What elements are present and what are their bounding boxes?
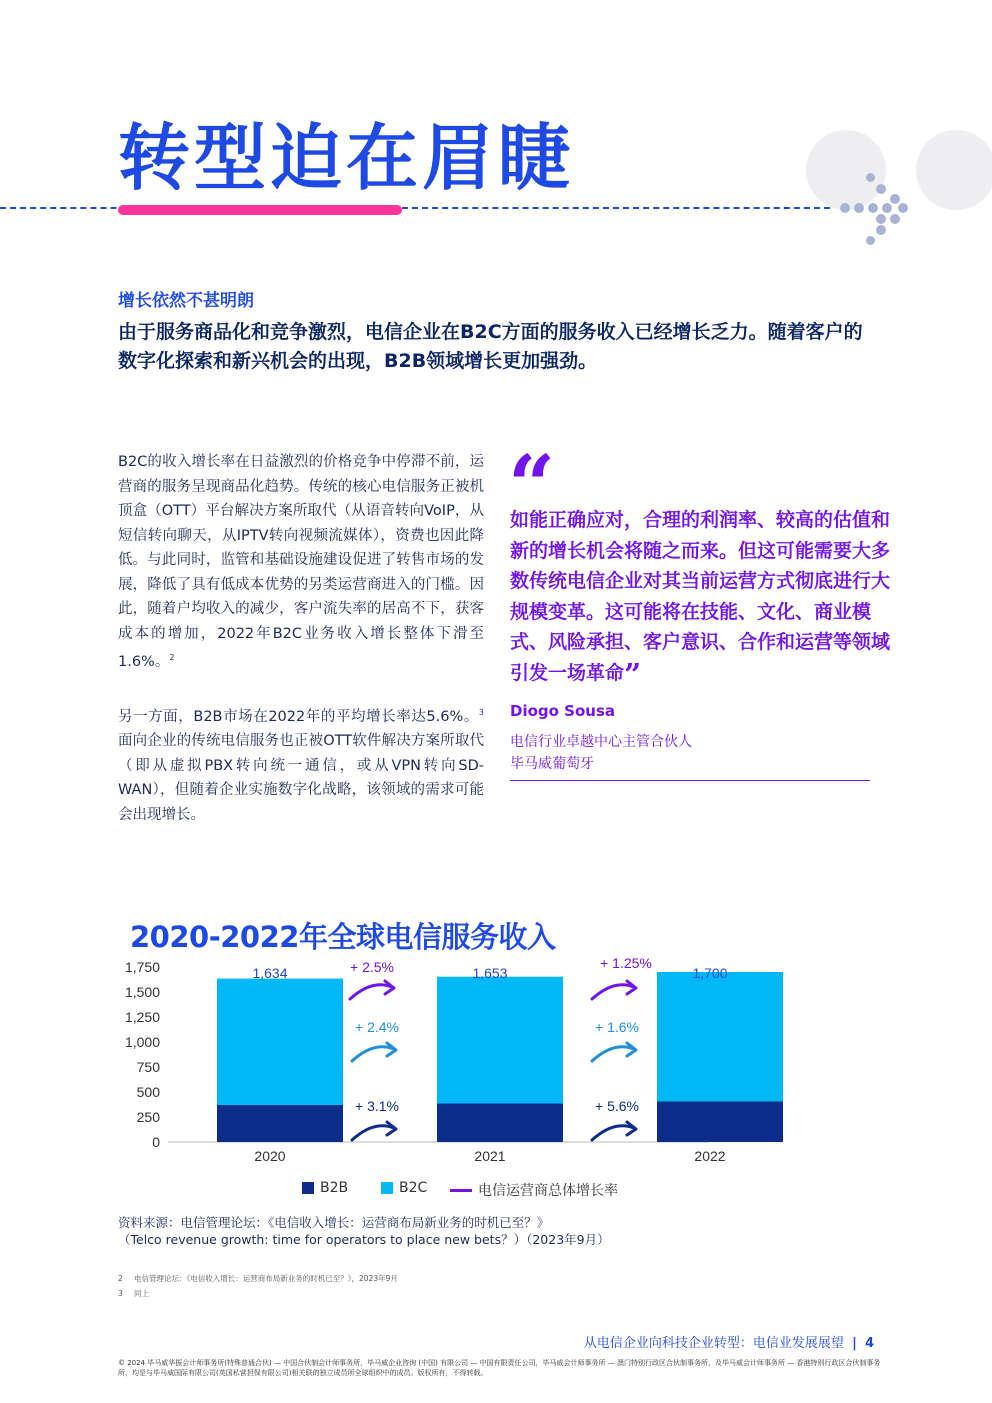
para-text: 另一方面，B2B市场在2022年的平均增长率达5.6%。 <box>118 708 479 725</box>
y-tick-label: 250 <box>136 1109 160 1125</box>
footnote-text: 电信管理论坛：《电信收入增长：运营商布局新业务的时机已至？》，2023年9月 <box>134 1274 398 1283</box>
bar-total-label: 1,634 <box>252 965 288 981</box>
footnote-ref: 3 <box>478 708 484 717</box>
chart-source <box>118 1214 610 1248</box>
quote-author: Diogo Sousa <box>510 702 615 720</box>
legend-swatch-b2b <box>302 1182 314 1194</box>
page-title: 转型迫在眉睫 <box>118 116 575 200</box>
decor-dot <box>866 173 875 182</box>
section-subheading: 增长依然不甚明朗 <box>118 291 254 311</box>
legend-label: B2B <box>320 1180 349 1196</box>
legend-item-growth <box>450 1180 618 1200</box>
growth-b2b-label: + 3.1% <box>355 1098 399 1114</box>
decor-dot <box>898 203 908 213</box>
growth-total-label: + 1.25% <box>600 955 652 971</box>
growth-b2c-label: + 1.6% <box>595 1019 639 1035</box>
decor-dot <box>890 214 900 224</box>
footer-separator: | <box>852 1336 857 1351</box>
bar-total-label: 1,653 <box>472 965 508 981</box>
page-number: 4 <box>864 1336 874 1351</box>
author-title: 电信行业卓越中心主管合伙人 <box>510 734 692 750</box>
bar-b2b <box>437 1104 563 1143</box>
footnote-ref: 2 <box>169 653 175 662</box>
source-line: （Telco revenue growth: time for operators to place new bets？）（2023年9月） <box>118 1232 610 1247</box>
para-text: 面向企业的传统电信服务也正被OTT软件解决方案所取代（即从虚拟PBX转向统一通信，或从VPN转向SD-WAN），但随着企业实施数字化战略，该领域的需求可能会出现增长。 <box>118 733 484 823</box>
quote-close-icon: ” <box>624 657 642 693</box>
quote-divider <box>510 780 870 781</box>
x-tick-label: 2020 <box>254 1148 286 1164</box>
bar-b2c <box>437 977 563 1104</box>
copyright-notice: © 2024 毕马威华振会计师事务所(特殊普通合伙) — 中国合伙制会计师事务所，毕马威企业咨询 (中国) 有限公司 — 中国有限责任公司，毕马威会计师事务所 — 澳门特别行政区合伙制事务所，及毕马威会计师事务所 — 香港特别行政区合伙制事务所，均是与毕马威国际有限公司(英国私营担保有限公司)相关联的独立成员所全球组织中的成员。版权所有，不得转载。 <box>118 1359 881 1377</box>
footnote-number: 3 <box>118 1289 123 1298</box>
legend-line-growth <box>450 1189 472 1192</box>
legend-swatch-b2c <box>381 1182 393 1194</box>
quote-body: 如能正确应对，合理的利润率、较高的估值和新的增长机会将随之而来。但这可能需要大多数传统电信企业对其当前运营方式彻底进行大规模变革。这可能将在技能、文化、商业模式、风险承担、客户意识、合作和运营等领域引发一场革命 <box>510 509 891 684</box>
y-tick-label: 500 <box>136 1084 160 1100</box>
accent-bar <box>118 205 402 215</box>
quote-open-icon: “ <box>508 438 556 534</box>
footer-title: 从电信企业向科技企业转型：电信业发展展望 <box>583 1336 844 1351</box>
bar-b2b <box>217 1105 343 1142</box>
y-tick-label: 1,500 <box>124 984 160 1000</box>
legend-label: B2C <box>399 1180 428 1196</box>
bar-b2c <box>217 979 343 1105</box>
decor-circle <box>806 130 886 210</box>
chart-title: 2020-2022年全球电信服务收入 <box>130 920 556 954</box>
footnotes <box>118 1271 398 1301</box>
footnote <box>118 1286 398 1301</box>
decor-dot <box>876 214 886 224</box>
author-org: 毕马威葡萄牙 <box>510 756 594 772</box>
bar-total-label: 1,700 <box>692 965 728 981</box>
lead-paragraph: 由于服务商品化和竞争激烈，电信企业在B2C方面的服务收入已经增长乏力。随着客户的数字化探索和新兴机会的出现，B2B领域增长更加强劲。 <box>118 321 863 372</box>
y-tick-label: 750 <box>136 1059 160 1075</box>
bar-b2b <box>657 1102 783 1143</box>
body-paragraph-2 <box>118 701 484 827</box>
pull-quote <box>510 505 890 691</box>
revenue-chart <box>100 955 800 1170</box>
legend-label: 电信运营商总体增长率 <box>478 1183 618 1199</box>
growth-total-label: + 2.5% <box>350 959 394 975</box>
bar-b2c <box>657 972 783 1102</box>
quote-author-role <box>510 731 692 775</box>
decor-dot <box>882 203 892 213</box>
para-text: B2C的收入增长率在日益激烈的价格竞争中停滞不前，运营商的服务呈现商品化趋势。传统的核心电信服务正被机顶盒（OTT）平台解决方案所取代（从语音转向VoIP，从短信转向聊天，从IPTV转向视频流媒体），资费也因此降低。与此同时，监管和基础设施建设促进了转售市场的发展，降低了具有低成本优势的另类运营商进入的门槛。因此，随着户均收入的减少，客户流失率的居高不下，获客成本的增加，2022年B2C业务收入增长整体下滑至1.6%。 <box>118 454 484 670</box>
y-tick-label: 1,250 <box>124 1009 160 1025</box>
decor-dot <box>876 184 886 194</box>
legend-item-b2c <box>381 1180 427 1196</box>
y-tick-label: 1,000 <box>124 1034 160 1050</box>
growth-b2b-label: + 5.6% <box>595 1098 639 1114</box>
growth-b2c-label: + 2.4% <box>355 1019 399 1035</box>
source-line: 资料来源：电信管理论坛：《电信收入增长：运营商布局新业务的时机已至？》 <box>118 1215 550 1230</box>
decor-dot <box>840 203 850 213</box>
footnote <box>118 1271 398 1286</box>
y-tick-label: 1,750 <box>124 959 160 975</box>
decor-dot <box>854 203 864 213</box>
page-footer <box>584 1332 874 1351</box>
y-tick-label: 0 <box>152 1134 160 1150</box>
x-tick-label: 2021 <box>474 1148 506 1164</box>
decor-dot <box>876 225 886 235</box>
decor-dot <box>868 203 878 213</box>
decor-dot <box>866 236 875 245</box>
x-tick-label: 2022 <box>694 1148 726 1164</box>
decor-dot <box>890 194 900 204</box>
footnote-number: 2 <box>118 1274 123 1283</box>
legend-item-b2b <box>302 1180 348 1196</box>
body-paragraph-1 <box>118 450 484 674</box>
decor-circle <box>916 130 992 210</box>
footnote-text: 同上 <box>134 1289 149 1298</box>
